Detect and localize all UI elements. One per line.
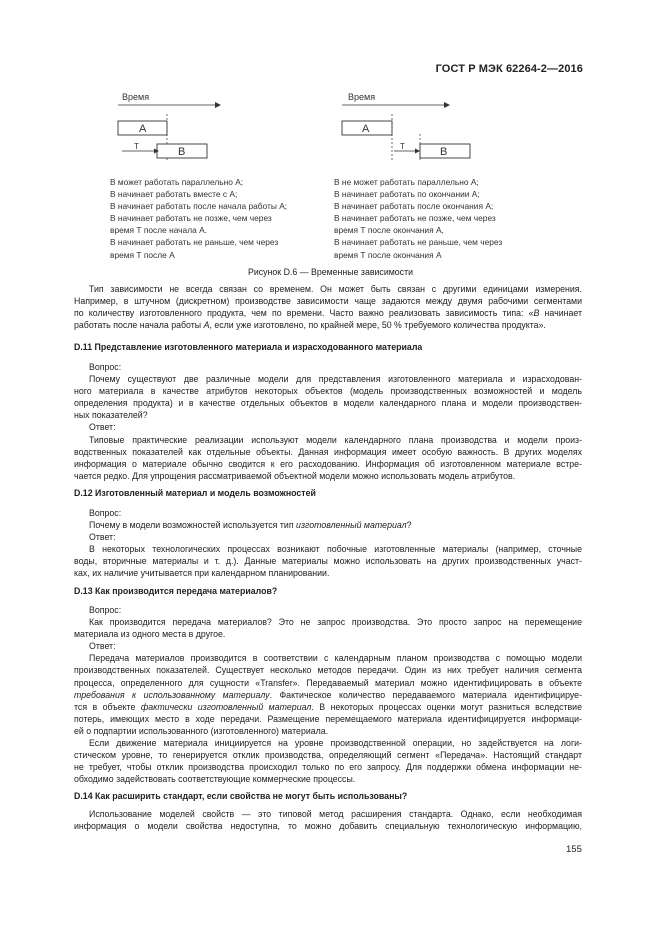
- text-line: процесса, определенного для сущности «Transfer». Передаваемый материал можно идентифицировать в объекте: [74, 677, 582, 688]
- text-line: информация о материале обычно сводится к его расходованию. Информация об изготовленном материале встре-: [74, 458, 582, 469]
- section-d11-body: [74, 361, 582, 482]
- text-line: Типовые практические реализации используют модели календарного плана производства и модели произ-: [89, 434, 582, 445]
- text-line: информация о модели свойства недоступна, то можно добавить специальную технологическую информацию,: [74, 821, 582, 832]
- box-a-label: A: [139, 123, 147, 135]
- italic-span: фактически изготовленный материал: [140, 701, 312, 712]
- section-heading: D.12 Изготовленный материал и модель возможностей: [74, 488, 316, 498]
- answer-label: Ответ:: [89, 422, 116, 433]
- text-span: работать после начала работы: [74, 320, 204, 331]
- time-label: Время: [122, 92, 150, 102]
- right-line: время Т после окончания A: [334, 249, 442, 260]
- text-span: по количеству изготовленного продукта, чем по времени. Часто важно реализовать зависимость типа: «: [74, 308, 534, 319]
- figure-left: [110, 88, 230, 168]
- text-line: потерь, имеющих место в ходе передачи. Размещение перемещаемого материала идентифицируется информаци-: [74, 713, 582, 724]
- t-arrowhead: [415, 149, 420, 154]
- right-line: В начинает работать по окончании A;: [334, 189, 480, 200]
- question-label: Вопрос:: [89, 362, 122, 372]
- text-line: стическом уровне, то генерируется отклик производства, определяющий сегмент «Передача». Настоящий стандарт: [74, 750, 582, 761]
- figure-caption: Рисунок D.6 — Временные зависимости: [247, 267, 414, 277]
- left-line: время Т после A: [110, 249, 175, 260]
- text-line: [74, 307, 582, 319]
- text-line: Например, в штучном (дискретном) производстве зависимости чаще задаются между двумя рабочими сегментами: [74, 296, 582, 307]
- text-line: материала из одного места в другое.: [74, 629, 226, 640]
- left-line: В может работать параллельно A;: [110, 177, 244, 187]
- left-line: В начинает работать не раньше, чем через: [110, 237, 279, 248]
- section-d14: [74, 790, 582, 802]
- text-line: производственных показателей. Существует несколько методов передачи. Один из них требует наличия сегмента: [74, 665, 582, 676]
- question-label: Вопрос:: [89, 605, 122, 615]
- box-a-label: A: [362, 123, 370, 135]
- text-span: начинает: [539, 308, 582, 319]
- standard-header: ГОСТ Р МЭК 62264-2—2016: [435, 63, 583, 75]
- time-label: Время: [348, 92, 376, 102]
- text-span: Почему в модели возможностей используется тип: [89, 520, 297, 531]
- text-span: . Фактическое количество передаваемого материала идентифицируе-: [269, 689, 582, 700]
- figure-right: [334, 88, 474, 168]
- text-line: ного материала в качестве атрибутов некоторых объектов (модель производственных возможностей и модель: [74, 386, 582, 397]
- section-d13: [74, 585, 582, 597]
- section-d12: [74, 487, 582, 499]
- text-line: Тип зависимости не всегда связан со временем. Он может быть связан с другими единицами измерения.: [89, 284, 582, 294]
- section-heading: D.11 Представление изготовленного материала и израсходованного материала: [74, 342, 423, 352]
- text-line: [74, 689, 582, 701]
- text-line: воды, вторичные материалы и т. д.). Данные материалы можно использовать на других производственных участ-: [74, 556, 582, 567]
- text-span: ?: [406, 520, 412, 531]
- right-line: В начинает работать после окончания A;: [334, 201, 494, 212]
- left-line: В начинает работать после начала работы A;: [110, 201, 288, 212]
- right-line: время Т после окончания A,: [334, 225, 444, 236]
- right-line: В начинает работать не раньше, чем через: [334, 237, 503, 248]
- section-d13-body: [74, 604, 582, 785]
- text-span: , если уже изготовлено, по крайней мере, 50 % требуемого количества продукта».: [209, 320, 546, 331]
- text-line: определения продукта) и в качестве отдельных объектов в модели календарного плана и модели производствен-: [74, 398, 582, 409]
- section-d12-body: [74, 507, 582, 580]
- text-line: не требует, чтобы отклик производства происходил только по его запросу. Для поддержки обмена информации не-: [74, 762, 582, 773]
- answer-label: Ответ:: [89, 641, 116, 652]
- text-line: ках, их наличие учитывается при календарном планировании.: [74, 568, 330, 579]
- text-line: обходимо задействовать соответствующие коммерческие процессы.: [74, 774, 356, 785]
- left-line: время Т после начала A.: [110, 225, 207, 236]
- section-heading: D.13 Как производится передача материалов?: [74, 586, 278, 596]
- text-span: тся в объекте: [74, 701, 141, 712]
- right-line: В не может работать параллельно A;: [334, 177, 479, 187]
- question-label: Вопрос:: [89, 508, 122, 518]
- text-line: ных показателей?: [74, 410, 148, 421]
- t-label: T: [400, 142, 405, 151]
- figure-right-text: [334, 176, 564, 261]
- text-line: В некоторых технологических процессах возникают побочные изготовленные материалы (например, сточные: [89, 544, 582, 555]
- time-arrow: [215, 102, 221, 108]
- figure-left-text: [110, 176, 320, 261]
- italic-span: требования к использованному материалу: [74, 689, 270, 700]
- text-line: Как производится передача материалов? Это не запрос производства. Это просто запрос на перемещение: [89, 617, 582, 628]
- right-line: В начинает работать не позже, чем через: [334, 213, 496, 224]
- text-line: чается редко. Для упрощения рассматриваемой объектной модели можно использовать модель атрибутов.: [74, 470, 516, 481]
- section-d11: [74, 341, 582, 353]
- text-line: Если движение материала инициируется на уровне производственной операции, но задействуется на логи-: [89, 738, 582, 749]
- page-number: 155: [566, 844, 582, 855]
- section-d14-body: [74, 808, 582, 832]
- intro-paragraph: [74, 283, 582, 331]
- left-line: В начинает работать не позже, чем через: [110, 213, 272, 224]
- timing-diagram-right: [334, 88, 474, 168]
- left-line: В начинает работать вместе с A;: [110, 189, 238, 200]
- text-line: [74, 701, 582, 713]
- box-b-label: B: [440, 146, 448, 158]
- text-line: ей о подпартии использованного (изготовленного) материала.: [74, 725, 329, 736]
- answer-label: Ответ:: [89, 532, 116, 543]
- text-line: Передача материалов производится в соответствии с календарным планом производства с помощью модели: [89, 653, 582, 664]
- text-line: [74, 319, 582, 331]
- italic-span: В: [533, 308, 540, 319]
- italic-span: А: [203, 320, 210, 331]
- text-line: Использование моделей свойств — это типовой метод расширения стандарта. Однако, если необходимая: [89, 809, 582, 819]
- time-arrow: [444, 102, 450, 108]
- timing-diagram-left: [110, 88, 230, 168]
- italic-span: изготовленный материал: [296, 520, 407, 531]
- text-line: водственных показателей как отдельные объекты. Данная информация имеет особую важность. В других моделях: [74, 446, 582, 457]
- t-label: T: [134, 142, 139, 151]
- section-heading: D.14 Как расширить стандарт, если свойства не могут быть использованы?: [74, 791, 408, 801]
- text-span: . В некоторых процессах оценки могут разниться вследствие: [311, 701, 582, 712]
- text-line: Почему существуют две различные модели для представления изготовленного материала и израсходован-: [89, 374, 582, 385]
- text-line: [74, 519, 582, 531]
- box-b-label: B: [178, 146, 186, 158]
